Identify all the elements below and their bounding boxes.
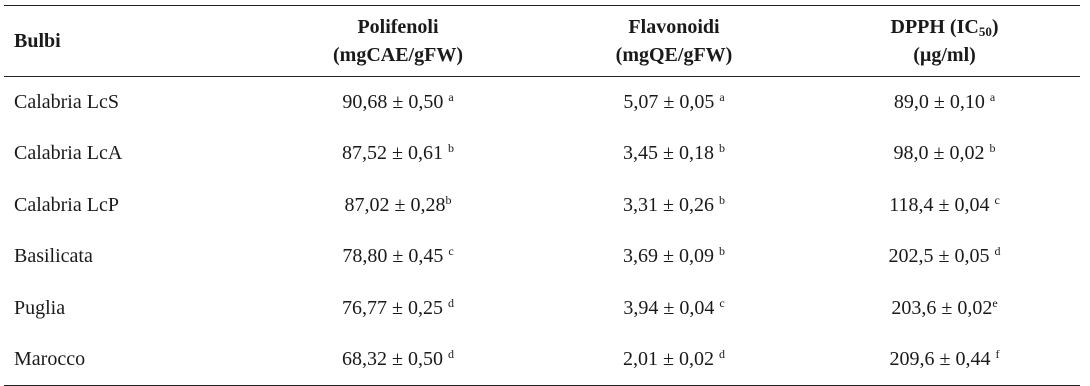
- significance-letter: b: [989, 141, 996, 156]
- data-table-container: [4, 5, 1080, 386]
- cell-dpph: [809, 128, 1080, 180]
- header-dpph-unit: (µg/ml): [913, 44, 976, 66]
- cell-value: 78,80 ± 0,45: [342, 245, 449, 268]
- cell-value: 98,0 ± 0,02: [893, 142, 990, 165]
- cell-polifenoli: [257, 128, 539, 180]
- significance-letter: c: [448, 244, 454, 259]
- cell-dpph: [809, 180, 1080, 232]
- cell-value: 3,45 ± 0,18: [623, 142, 719, 165]
- cell-flavonoidi: [539, 231, 809, 283]
- table-row: [4, 231, 1080, 283]
- cell-dpph: [809, 231, 1080, 283]
- significance-letter: f: [995, 347, 1000, 361]
- significance-letter: c: [719, 295, 725, 310]
- cell-value: 3,94 ± 0,04: [623, 296, 720, 319]
- header-bulbi-label: Bulbi: [14, 30, 61, 52]
- row-label: Basilicata: [14, 245, 93, 268]
- significance-letter: b: [447, 141, 454, 156]
- cell-flavonoidi: [539, 77, 809, 129]
- cell-value: 5,07 ± 0,05: [623, 91, 720, 113]
- header-polifenoli: [257, 6, 539, 77]
- header-bulbi: [4, 6, 257, 77]
- significance-letter: b: [718, 141, 725, 156]
- significance-letter: d: [447, 295, 454, 310]
- cell-dpph: [809, 283, 1080, 335]
- significance-letter: b: [445, 192, 452, 207]
- significance-letter: d: [447, 347, 454, 361]
- cell-value: 2,01 ± 0,02: [623, 348, 719, 370]
- header-flavonoidi-title: Flavonoidi: [628, 16, 720, 38]
- cell-dpph: [809, 77, 1080, 129]
- cell-flavonoidi: [539, 180, 809, 232]
- cell-value: 87,02 ± 0,28: [344, 193, 446, 216]
- row-label: Calabria LcS: [14, 91, 119, 113]
- header-polifenoli-title: Polifenoli: [357, 16, 439, 38]
- cell-value: 203,6 ± 0,02: [891, 296, 993, 319]
- header-dpph-title: [809, 13, 1080, 41]
- cell-polifenoli: [257, 180, 539, 232]
- cell-value: 87,52 ± 0,61: [342, 142, 448, 165]
- cell-value: 3,31 ± 0,26: [623, 193, 719, 216]
- cell-value: 90,68 ± 0,50: [342, 91, 449, 113]
- cell-value: 3,69 ± 0,09: [623, 245, 719, 268]
- cell-value: 68,32 ± 0,50: [342, 348, 448, 370]
- header-flavonoidi-unit: (mgQE/gFW): [615, 44, 733, 66]
- cell-flavonoidi: [539, 283, 809, 335]
- significance-letter: b: [718, 192, 725, 207]
- table-body: [4, 77, 1080, 386]
- table-row: [4, 180, 1080, 232]
- header-polifenoli-unit: (mgCAE/gFW): [333, 44, 463, 66]
- table-header: [4, 6, 1080, 77]
- header-dpph-title-text: DPPH (IC: [890, 16, 979, 38]
- data-table: [4, 5, 1080, 386]
- table-row: [4, 283, 1080, 335]
- cell-polifenoli: [257, 231, 539, 283]
- significance-letter: a: [719, 90, 725, 104]
- table-row: [4, 77, 1080, 129]
- significance-letter: c: [994, 192, 1000, 207]
- significance-letter: a: [448, 90, 454, 104]
- row-label: Puglia: [14, 296, 66, 319]
- significance-letter: a: [989, 90, 996, 104]
- header-dpph-title-suffix: ): [991, 16, 999, 38]
- significance-letter: e: [992, 295, 998, 310]
- cell-value: 76,77 ± 0,25: [342, 296, 448, 319]
- row-label: Marocco: [14, 348, 86, 370]
- cell-flavonoidi: [539, 128, 809, 180]
- row-label: Calabria LcP: [14, 193, 119, 216]
- header-dpph: [809, 6, 1080, 77]
- header-row: [4, 6, 1080, 77]
- significance-letter: b: [718, 244, 725, 259]
- header-flavonoidi: [539, 6, 809, 77]
- header-dpph-subscript: 50: [978, 24, 992, 39]
- cell-polifenoli: [257, 283, 539, 335]
- row-label: Calabria LcA: [14, 142, 123, 165]
- significance-letter: d: [718, 347, 725, 361]
- table-row: [4, 128, 1080, 180]
- cell-value: 209,6 ± 0,44: [889, 348, 996, 370]
- cell-value: 202,5 ± 0,05: [888, 245, 995, 268]
- significance-letter: d: [994, 244, 1001, 259]
- cell-value: 118,4 ± 0,04: [889, 193, 995, 216]
- cell-polifenoli: [257, 77, 539, 129]
- cell-value: 89,0 ± 0,10: [893, 91, 990, 113]
